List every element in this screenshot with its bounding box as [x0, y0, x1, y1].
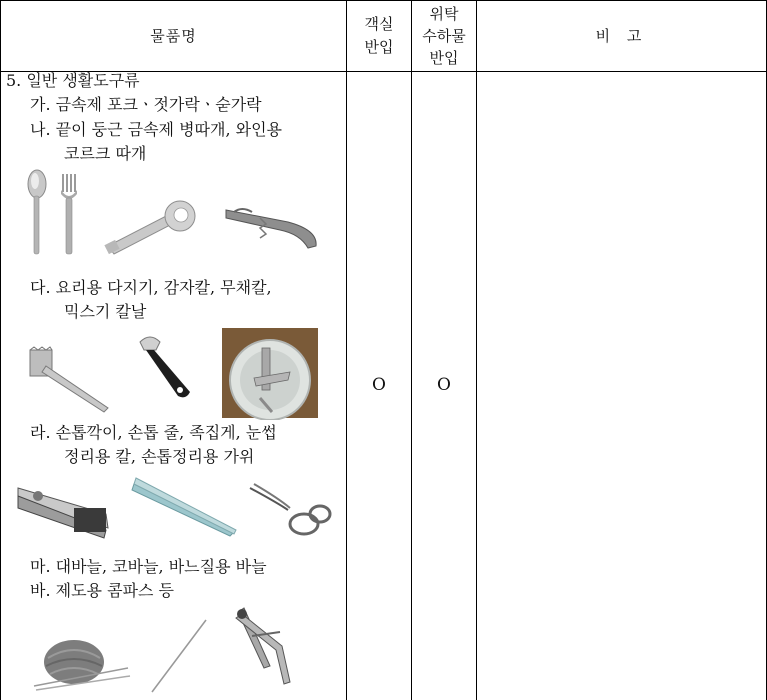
- item-ga: 가. 금속제 포크ㆍ젓가락ㆍ숟가락: [30, 95, 262, 114]
- bottle-opener-icon: [104, 201, 195, 254]
- column-divider-1: [346, 0, 347, 700]
- sewing-tool-images: [30, 606, 310, 698]
- needle-icon: [152, 620, 206, 692]
- utensil-images: [20, 168, 360, 260]
- item-na: 나. 끝이 둥근 금속제 병따개, 와인용: [30, 120, 282, 139]
- column-divider-2: [411, 0, 412, 700]
- item-ra-cont: 정리용 칼, 손톱정리용 가위: [64, 447, 255, 466]
- nail-tool-images: [14, 474, 334, 546]
- corkscrew-icon: [226, 209, 316, 248]
- checked-allowed-mark: O: [437, 375, 451, 395]
- item-da-cont: 믹스기 칼날: [64, 302, 147, 321]
- header-item-name-text: 물품명: [150, 26, 197, 45]
- header-cabin-carry-on: [347, 1, 411, 71]
- scissors-icon: [250, 484, 330, 534]
- item-ba: 바. 제도용 콤파스 등: [30, 581, 174, 600]
- column-divider-3: [476, 0, 477, 700]
- item-ra: 라. 손톱깍이, 손톱 줄, 족집게, 눈썹: [30, 423, 277, 442]
- header-checked-line1: 위탁: [429, 5, 459, 23]
- header-cabin-line2: 반입: [364, 38, 394, 56]
- item-na-cont: 코르크 따개: [64, 144, 147, 163]
- header-checked-line3: 반입: [429, 49, 459, 67]
- spoon-icon: [28, 170, 46, 254]
- yarn-ball-icon: [34, 640, 130, 690]
- item-da: 다. 요리용 다지기, 감자칼, 무채칼,: [30, 278, 272, 297]
- section-title: 5. 일반 생활도구류: [6, 71, 140, 90]
- nail-clipper-icon: [18, 488, 108, 538]
- cabin-allowed-mark: O: [372, 375, 386, 395]
- header-item-name: [1, 1, 346, 71]
- header-cabin-line1: 객실: [364, 15, 394, 33]
- item-ma: 마. 대바늘, 코바늘, 바느질용 바늘: [30, 557, 267, 576]
- header-remarks: [477, 1, 766, 71]
- peeler-icon: [140, 337, 190, 397]
- meat-tenderizer-icon: [30, 347, 108, 412]
- table-border-left: [0, 0, 1, 700]
- kitchen-tool-images: [20, 328, 330, 420]
- tweezers-icon: [132, 478, 236, 536]
- header-checked-line2: 수하물: [422, 27, 466, 45]
- header-remarks-text: 비 고: [595, 26, 648, 45]
- header-checked-baggage: [412, 1, 476, 71]
- blender-blade-icon: [222, 328, 318, 420]
- fork-icon: [61, 174, 77, 254]
- compass-icon: [236, 608, 290, 684]
